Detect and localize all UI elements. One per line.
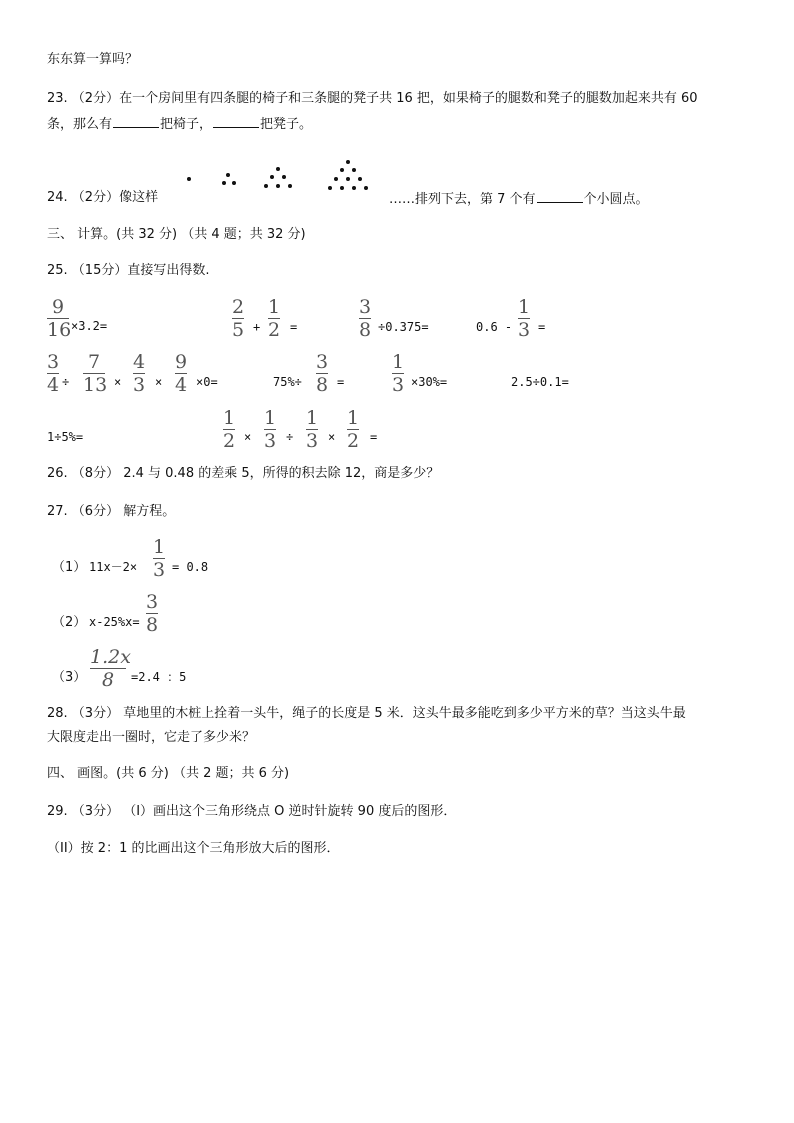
denominator: 13: [83, 374, 108, 396]
operator: ×: [244, 430, 252, 444]
q28-line2: 大限度走出一圈时，它走了多少米？: [47, 730, 256, 745]
dot: [334, 177, 338, 181]
fraction: [90, 646, 131, 691]
equals: =: [337, 375, 345, 389]
q27-p3-result: =2.4 ：5: [131, 670, 187, 684]
denominator: 8: [146, 614, 159, 636]
numerator: 7: [87, 351, 101, 373]
numerator: 2: [232, 296, 245, 318]
denominator: 2: [268, 319, 281, 341]
fraction: [47, 353, 59, 395]
fraction: [359, 298, 371, 340]
dot: [364, 186, 368, 190]
fraction: [175, 353, 187, 395]
dot: [340, 168, 344, 172]
numerator: 3: [47, 351, 60, 373]
q27-p2-label: （2）: [52, 615, 87, 630]
dot: [270, 175, 274, 179]
fraction: [133, 353, 145, 395]
operator: ÷: [62, 375, 70, 389]
expr-text: 75%÷: [273, 375, 302, 389]
denominator: 5: [232, 319, 245, 341]
denominator: 4: [175, 374, 188, 396]
dot: [226, 173, 230, 177]
dot: [232, 181, 236, 185]
numerator: 1: [347, 407, 360, 429]
denominator: 2: [347, 430, 360, 452]
dot: [276, 184, 280, 188]
numerator: 3: [146, 591, 159, 613]
dot: [346, 177, 350, 181]
dot: [187, 177, 191, 181]
denominator: 2: [223, 430, 236, 452]
dot: [340, 186, 344, 190]
expr-text: ×0=: [196, 375, 218, 389]
denominator: 8: [359, 319, 372, 341]
denominator: 16: [47, 319, 72, 341]
q27-title: 27. （6分） 解方程。: [47, 504, 176, 519]
q25-title: 25. （15分）直接写出得数.: [47, 263, 210, 278]
denominator: 3: [133, 374, 146, 396]
q27-p1-label: （1）: [52, 560, 87, 575]
operator: ×: [328, 430, 336, 444]
denominator: 3: [153, 559, 166, 581]
dot: [264, 184, 268, 188]
dot: [346, 160, 350, 164]
operator: +: [253, 320, 261, 334]
q27-p2-expr: x-25%x=: [89, 615, 140, 629]
q23-line2: [47, 116, 312, 131]
equals: =: [290, 320, 298, 334]
q24-suffix-b: 个小圆点。: [583, 192, 649, 207]
fraction: [347, 409, 359, 451]
fraction: [232, 298, 244, 340]
q24-suffix-a: ……排列下去，第 7 个有: [389, 192, 536, 207]
q27-p1-expr: 11x－2×: [89, 560, 138, 574]
dot: [328, 186, 332, 190]
section4-title: 四、 画图。(共 6 分) （共 2 题；共 6 分): [47, 766, 290, 781]
q23-blank-chairs[interactable]: [113, 116, 159, 128]
fraction: [47, 296, 72, 341]
q23-text-b: 把椅子，: [160, 117, 213, 132]
denominator: 3: [264, 430, 277, 452]
numerator: 1: [153, 536, 166, 558]
numerator: 1: [268, 296, 281, 318]
dot: [282, 175, 286, 179]
section3-title: 三、 计算。(共 32 分) （共 4 题；共 32 分): [47, 227, 306, 242]
fraction: [264, 409, 276, 451]
operator: ×: [114, 375, 122, 389]
fraction: [268, 298, 280, 340]
expr-text: 2.5÷0.1=: [511, 375, 569, 389]
q23-blank-stools[interactable]: [213, 116, 259, 128]
numerator: 1: [264, 407, 277, 429]
q23-text-a: 条，那么有: [47, 117, 113, 132]
q28-line1: 28. （3分） 草地里的木桩上拴着一头牛，绳子的长度是 5 米．这头牛最多能吃到多少平方米的草？当这头牛最: [47, 706, 686, 721]
denominator: 3: [518, 319, 531, 341]
dot: [222, 181, 226, 185]
fraction: [223, 409, 235, 451]
operator: ÷: [286, 430, 294, 444]
fraction: [146, 593, 158, 635]
dot: [276, 167, 280, 171]
q27-p1-result: = 0.8: [172, 560, 209, 574]
dot: [352, 186, 356, 190]
numerator: 3: [359, 296, 372, 318]
numerator: 1: [392, 351, 405, 373]
denominator: 3: [392, 374, 405, 396]
numerator: 3: [316, 351, 329, 373]
q29-line2: （II）按 2：1 的比画出这个三角形放大后的图形．: [47, 841, 340, 856]
q23-text-c: 把凳子。: [260, 117, 313, 132]
numerator: 1.2x: [90, 646, 131, 668]
q27-p3-label: （3）: [52, 670, 87, 685]
numerator: 1: [223, 407, 236, 429]
q26-text: 26. （8分） 2.4 与 0.48 的差乘 5，所得的积去除 12，商是多少？: [47, 466, 440, 481]
expr-text: ×30%=: [411, 375, 448, 389]
numerator: 1: [518, 296, 531, 318]
operator: ×: [155, 375, 163, 389]
numerator: 4: [133, 351, 146, 373]
fraction: [518, 298, 530, 340]
denominator: 4: [47, 374, 60, 396]
denominator: 8: [101, 669, 115, 691]
fraction: [392, 353, 404, 395]
numerator: 1: [306, 407, 319, 429]
equals: =: [538, 320, 546, 334]
q24-prefix: 24. （2分）像这样: [47, 190, 159, 205]
dot: [352, 168, 356, 172]
intro-text: 东东算一算吗？: [47, 52, 139, 67]
numerator: 9: [175, 351, 188, 373]
equals: =: [370, 430, 378, 444]
q29-line1: 29. （3分） （I）画出这个三角形绕点 O 逆时针旋转 90 度后的图形．: [47, 804, 457, 819]
expr-text: ÷0.375=: [378, 320, 429, 334]
fraction: [306, 409, 318, 451]
expr-text: 0.6 -: [476, 320, 513, 334]
denominator: 8: [316, 374, 329, 396]
expr-text: 1÷5%=: [47, 430, 84, 444]
dot: [288, 184, 292, 188]
dot: [358, 177, 362, 181]
numerator: 9: [51, 296, 65, 318]
fraction: [83, 351, 108, 396]
q23-line1: 23. （2分）在一个房间里有四条腿的椅子和三条腿的凳子共 16 把，如果椅子的腿数和凳子的腿数加起来共有 60: [47, 91, 698, 106]
q24-suffix: [389, 191, 649, 206]
fraction: [316, 353, 328, 395]
fraction: [153, 538, 165, 580]
denominator: 3: [306, 430, 319, 452]
q24-blank-count[interactable]: [537, 191, 583, 203]
expr-text: ×3.2=: [71, 319, 108, 333]
